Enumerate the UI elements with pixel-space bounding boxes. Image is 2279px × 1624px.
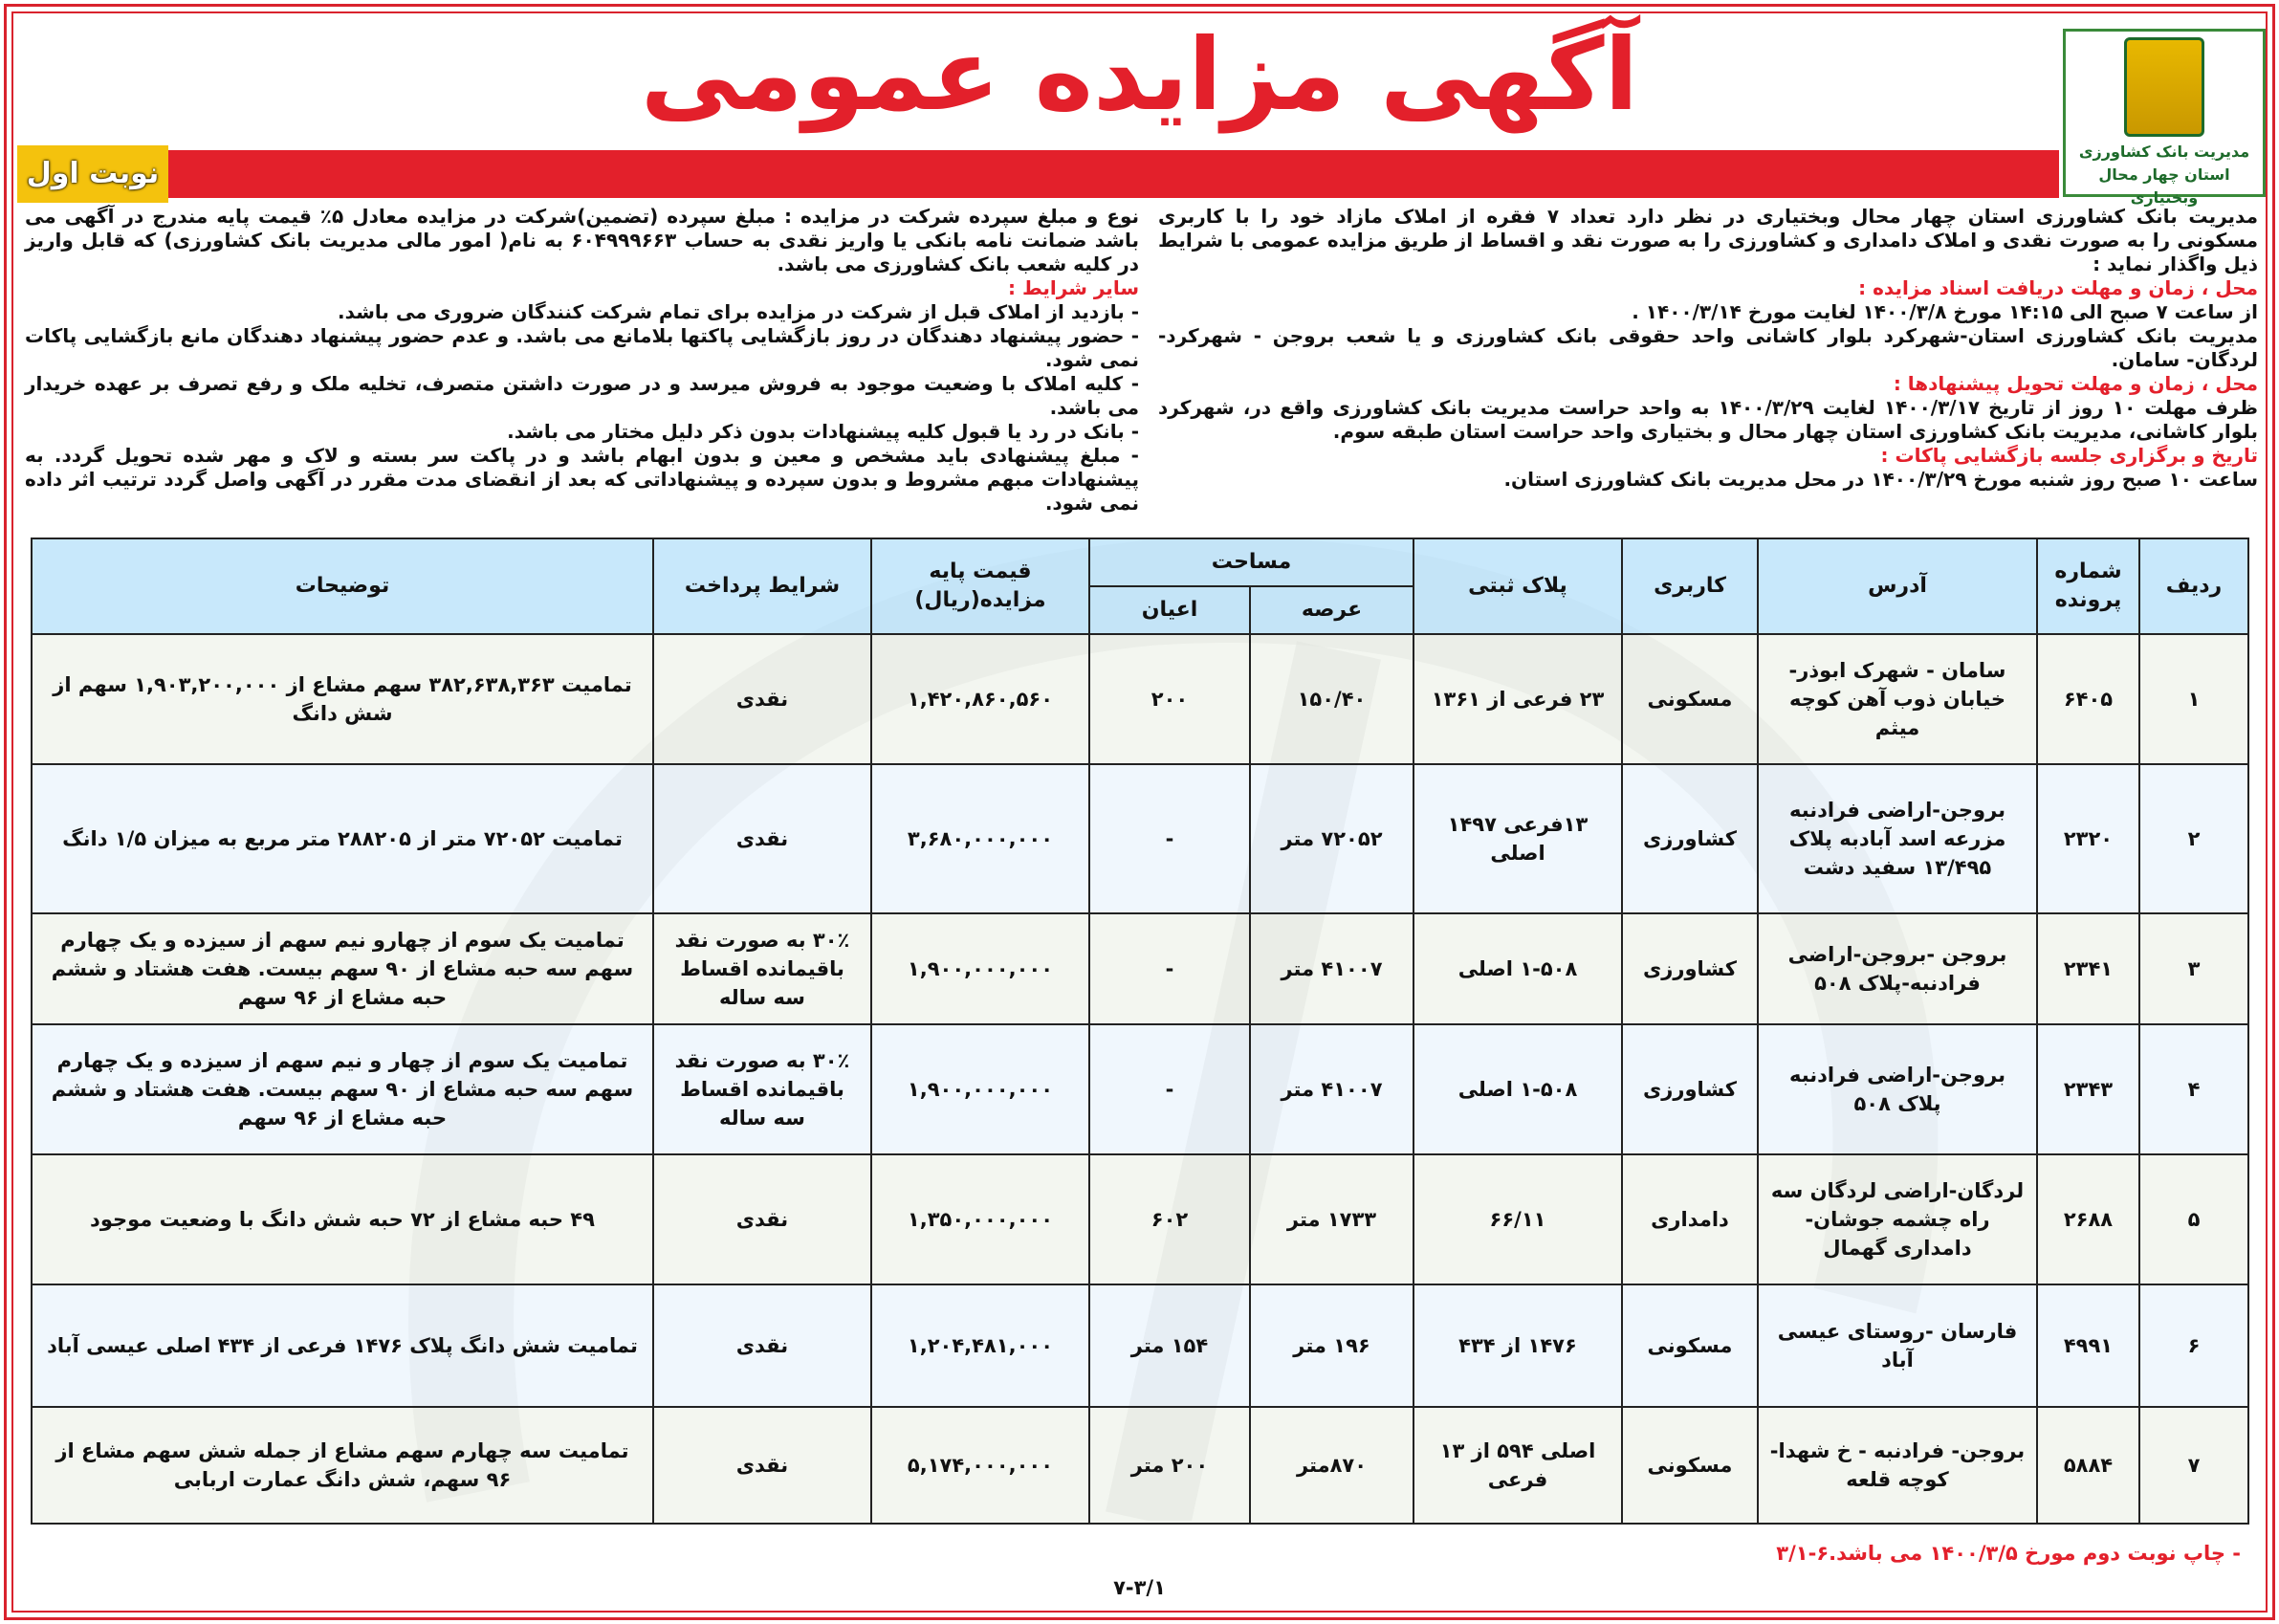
cell-usage: کشاورزی bbox=[1622, 764, 1758, 913]
cell-address: بروجن -بروجن-اراضی فرادنبه-پلاک ۵۰۸ bbox=[1758, 913, 2037, 1024]
cell-payment: نقدی bbox=[653, 1407, 871, 1524]
cell-land: ۴۱۰۰۷ متر bbox=[1250, 1024, 1413, 1154]
bank-logo bbox=[2063, 29, 2266, 207]
opening-text: ساعت ۱۰ صبح روز شنبه مورخ ۱۴۰۰/۳/۲۹ در محل مدیریت بانک کشاورزی استان. bbox=[1503, 468, 2258, 491]
cell-desc: تمامیت یک سوم از چهار و نیم سهم از سیزده و یک چهارم سهم سه حبه مشاع از ۹۰ سهم بیست. هفت هشتاد و ششم حبه مشاع از ۹۶ سهم bbox=[32, 1024, 653, 1154]
cell-address: بروجن- فرادنبه - خ شهدا- کوچه قلعه bbox=[1758, 1407, 2037, 1524]
cell-land: ۱۹۶ متر bbox=[1250, 1284, 1413, 1407]
col-file: شماره پرونده bbox=[2037, 538, 2139, 634]
cell-row: ۳ bbox=[2139, 913, 2248, 1024]
cell-usage: مسکونی bbox=[1622, 634, 1758, 764]
cell-file: ۲۳۴۳ bbox=[2037, 1024, 2139, 1154]
cell-row: ۷ bbox=[2139, 1407, 2248, 1524]
cell-land: ۴۱۰۰۷ متر bbox=[1250, 913, 1413, 1024]
cell-building: - bbox=[1089, 1024, 1250, 1154]
cell-plate: ۱-۵۰۸ اصلی bbox=[1413, 913, 1622, 1024]
table-row bbox=[32, 1154, 2248, 1284]
first-issue-badge: نوبت اول bbox=[17, 145, 168, 203]
cell-price: ۱,۹۰۰,۰۰۰,۰۰۰ bbox=[871, 913, 1089, 1024]
cell-usage: دامداری bbox=[1622, 1154, 1758, 1284]
header-red-bar bbox=[17, 150, 2059, 198]
documents-place: مدیریت بانک کشاورزی استان-شهرکرد بلوار کاشانی واحد حقوقی بانک کشاورزی و یا شعب بروجن - شهرکرد- لردگان- سامان. bbox=[1158, 324, 2258, 371]
cell-plate: ۶۶/۱۱ bbox=[1413, 1154, 1622, 1284]
cell-desc: ۴۹ حبه مشاع از ۷۲ حبه شش دانگ با وضعیت موجود bbox=[32, 1154, 653, 1284]
cell-price: ۱,۳۵۰,۰۰۰,۰۰۰ bbox=[871, 1154, 1089, 1284]
cell-row: ۱ bbox=[2139, 634, 2248, 764]
submission-text: ظرف مهلت ۱۰ روز از تاریخ ۱۴۰۰/۳/۱۷ لغایت ۱۴۰۰/۳/۲۹ به واحد حراست مدیریت بانک کشاورزی واقع در، شهرکرد بلوار کاشانی، مدیریت بانک کشاورزی استان چهار محال و بختیاری واحد حراست استان طبقه سوم. bbox=[1158, 396, 2259, 443]
cell-file: ۵۸۸۴ bbox=[2037, 1407, 2139, 1524]
cell-desc: تمامیت یک سوم از چهارو نیم سهم از سیزده و یک چهارم سهم سه حبه مشاع از ۹۰ سهم بیست. هفت هشتاد و ششم حبه مشاع از ۹۶ سهم bbox=[32, 913, 653, 1024]
col-row: ردیف bbox=[2139, 538, 2248, 634]
cell-row: ۶ bbox=[2139, 1284, 2248, 1407]
col-address: آدرس bbox=[1758, 538, 2037, 634]
table-row bbox=[32, 634, 2248, 764]
cell-desc: تمامیت ۳۸۲,۶۳۸,۳۶۳ سهم مشاع از ۱,۹۰۳,۲۰۰,۰۰۰ سهم از شش دانگ bbox=[32, 634, 653, 764]
cell-building: - bbox=[1089, 764, 1250, 913]
cell-payment: نقدی bbox=[653, 1154, 871, 1284]
cell-row: ۵ bbox=[2139, 1154, 2248, 1284]
cell-usage: مسکونی bbox=[1622, 1407, 1758, 1524]
condition-item: - بانک در رد یا قبول کلیه پیشنهادات بدون ذکر دلیل مختار می باشد. bbox=[507, 420, 1139, 443]
table-row bbox=[32, 1024, 2248, 1154]
cell-file: ۲۳۴۱ bbox=[2037, 913, 2139, 1024]
col-price: قیمت پایه مزایده(ریال) bbox=[871, 538, 1089, 634]
conditions-right bbox=[1158, 205, 2258, 492]
condition-item: - مبلغ پیشنهادی باید مشخص و معین و بدون ابهام باشد و در پاکت سر بسته و لاک و مهر شده تحویل گردد. به پیشنهادات مبهم مشروط و بدون سپرده و پیشنهاداتی که بعد از انقضای مدت مقرر در آگهی واصل گردد ترتیب اثر داده نمی شود. bbox=[25, 444, 1139, 515]
condition-item: - حضور پیشنهاد دهندگان در روز بازگشایی پاکتها بلامانع می باشد. و عدم حضور پیشنهاد دهندگان مانع بازگشایی پاکات نمی شود. bbox=[25, 324, 1139, 371]
col-payment: شرایط پرداخت bbox=[653, 538, 871, 634]
cell-address: بروجن-اراضی فرادنبه پلاک ۵۰۸ bbox=[1758, 1024, 2037, 1154]
cell-plate: ۲۳ فرعی از ۱۳۶۱ bbox=[1413, 634, 1622, 764]
cell-plate: ۱۳فرعی ۱۴۹۷ اصلی bbox=[1413, 764, 1622, 913]
cell-land: ۸۷۰متر bbox=[1250, 1407, 1413, 1524]
cell-plate: اصلی ۵۹۴ از ۱۳ فرعی bbox=[1413, 1407, 1622, 1524]
intro-text: مدیریت بانک کشاورزی استان چهار محال وبختیاری در نظر دارد تعداد ۷ فقره از املاک مازاد خود را با کاربری مسکونی را به صورت نقدی و املاک دامداری و کشاورزی را به صورت نقد و اقساط از طریق مزایده عمومی با شرایط ذیل واگذار نماید : bbox=[1158, 205, 2258, 275]
cell-payment: نقدی bbox=[653, 764, 871, 913]
cell-building: ۲۰۰ bbox=[1089, 634, 1250, 764]
cell-address: لردگان-اراضی لردگان سه راه چشمه جوشان-دامداری گهمال bbox=[1758, 1154, 2037, 1284]
table-row bbox=[32, 1407, 2248, 1524]
cell-file: ۴۹۹۱ bbox=[2037, 1284, 2139, 1407]
cell-desc: تمامیت سه چهارم سهم مشاع از جمله شش سهم مشاع از ۹۶ سهم، شش دانگ عمارت اربابی bbox=[32, 1407, 653, 1524]
col-desc: توضیحات bbox=[32, 538, 653, 634]
cell-address: فارسان -روستای عیسی آباد bbox=[1758, 1284, 2037, 1407]
cell-price: ۵,۱۷۴,۰۰۰,۰۰۰ bbox=[871, 1407, 1089, 1524]
cell-file: ۲۳۲۰ bbox=[2037, 764, 2139, 913]
col-land: عرصه bbox=[1250, 586, 1413, 634]
cell-payment: نقدی bbox=[653, 634, 871, 764]
cell-land: ۷۲۰۵۲ متر bbox=[1250, 764, 1413, 913]
cell-address: بروجن-اراضی فرادنبه مزرعه اسد آبادبه پلاک ۱۳/۴۹۵ سفید دشت bbox=[1758, 764, 2037, 913]
cell-plate: ۱۴۷۶ از ۴۳۴ bbox=[1413, 1284, 1622, 1407]
cell-price: ۳,۶۸۰,۰۰۰,۰۰۰ bbox=[871, 764, 1089, 913]
cell-building: ۱۵۴ متر bbox=[1089, 1284, 1250, 1407]
cell-land: ۱۷۳۳ متر bbox=[1250, 1154, 1413, 1284]
heading-other-conditions: سایر شرایط : bbox=[1008, 276, 1139, 299]
cell-land: ۱۵۰/۴۰ bbox=[1250, 634, 1413, 764]
documents-time: از ساعت ۷ صبح الی ۱۴:۱۵ مورخ ۱۴۰۰/۳/۸ لغایت مورخ ۱۴۰۰/۳/۱۴ . bbox=[1632, 300, 2258, 323]
cell-desc: تمامیت شش دانگ پلاک ۱۴۷۶ فرعی از ۴۳۴ اصلی عیسی آباد bbox=[32, 1284, 653, 1407]
footer-note: - چاپ نوبت دوم مورخ ۱۴۰۰/۳/۵ می باشد.۶-۳/۱ bbox=[1776, 1542, 2241, 1565]
properties-table bbox=[31, 538, 2249, 1525]
cell-usage: مسکونی bbox=[1622, 1284, 1758, 1407]
logo-line-1: مدیریت بانک کشاورزی bbox=[2078, 143, 2250, 161]
condition-item: - بازدید از املاک قبل از شرکت در مزایده برای تمام شرکت کنندگان ضروری می باشد. bbox=[338, 300, 1139, 323]
cell-plate: ۱-۵۰۸ اصلی bbox=[1413, 1024, 1622, 1154]
cell-price: ۱,۴۲۰,۸۶۰,۵۶۰ bbox=[871, 634, 1089, 764]
heading-submission: محل ، زمان و مهلت تحویل پیشنهادها : bbox=[1893, 372, 2258, 395]
cell-price: ۱,۲۰۴,۴۸۱,۰۰۰ bbox=[871, 1284, 1089, 1407]
bank-emblem-icon bbox=[2124, 37, 2204, 137]
col-usage: کاربری bbox=[1622, 538, 1758, 634]
cell-payment: نقدی bbox=[653, 1284, 871, 1407]
deposit-text: نوع و مبلغ سپرده شرکت در مزایده : مبلغ سپرده (تضمین)شرکت در مزایده معادل ۵٪ قیمت پایه مندرج در آگهی می باشد ضمانت نامه بانکی یا واریز نقدی به حساب ۶۰۴۹۹۹۶۶۳ به نام( امور مالی مدیریت بانک کشاورزی) که قابل واریز در کلیه شعب بانک کشاورزی می باشد. bbox=[25, 205, 1140, 275]
col-plate: پلاک ثبتی bbox=[1413, 538, 1622, 634]
condition-item: - کلیه املاک با وضعیت موجود به فروش میرسد و در صورت داشتن متصرف، تخلیه ملک و رفع تصرف بر عهده خریدار می باشد. bbox=[25, 372, 1139, 419]
cell-file: ۶۴۰۵ bbox=[2037, 634, 2139, 764]
cell-payment: ۳۰٪ به صورت نقد باقیمانده اقساط سه ساله bbox=[653, 1024, 871, 1154]
ad-code: ۷-۳/۱ bbox=[1113, 1576, 1166, 1599]
cell-building: - bbox=[1089, 913, 1250, 1024]
cell-usage: کشاورزی bbox=[1622, 1024, 1758, 1154]
col-area: مساحت bbox=[1089, 538, 1413, 586]
logo-line-2: استان چهار محال وبختیاری bbox=[2098, 165, 2230, 207]
cell-row: ۲ bbox=[2139, 764, 2248, 913]
cell-file: ۲۶۸۸ bbox=[2037, 1154, 2139, 1284]
table-row bbox=[32, 913, 2248, 1024]
cell-building: ۲۰۰ متر bbox=[1089, 1407, 1250, 1524]
cell-price: ۱,۹۰۰,۰۰۰,۰۰۰ bbox=[871, 1024, 1089, 1154]
conditions-left bbox=[25, 205, 1139, 516]
table-row bbox=[32, 764, 2248, 913]
cell-row: ۴ bbox=[2139, 1024, 2248, 1154]
page-title: آگهی مزایده عمومی bbox=[640, 16, 1639, 133]
cell-building: ۶۰۲ bbox=[1089, 1154, 1250, 1284]
heading-opening: تاریخ و برگزاری جلسه بازگشایی پاکات : bbox=[1880, 444, 2258, 467]
cell-address: سامان - شهرک ابوذر- خیابان ذوب آهن کوچه میثم bbox=[1758, 634, 2037, 764]
cell-desc: تمامیت ۷۲۰۵۲ متر از ۲۸۸۲۰۵ متر مربع به میزان ۱/۵ دانگ bbox=[32, 764, 653, 913]
cell-usage: کشاورزی bbox=[1622, 913, 1758, 1024]
cell-payment: ۳۰٪ به صورت نقد باقیمانده اقساط سه ساله bbox=[653, 913, 871, 1024]
table-row bbox=[32, 1284, 2248, 1407]
col-building: اعیان bbox=[1089, 586, 1250, 634]
heading-documents: محل ، زمان و مهلت دریافت اسناد مزایده : bbox=[1858, 276, 2258, 299]
